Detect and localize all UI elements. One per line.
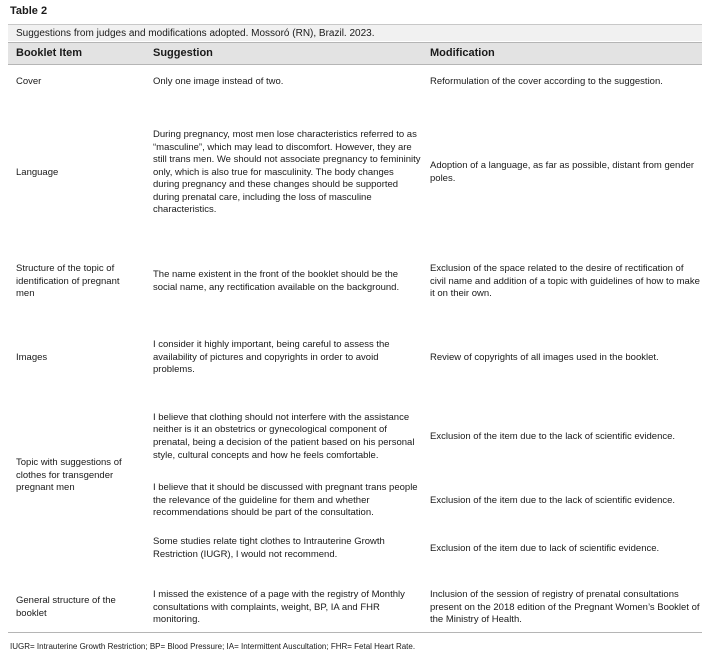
table-row-clothes-suggestion-3: Some studies relate tight clothes to Intrauterine Growth Restriction (IUGR), I would not recommend. — [153, 536, 385, 560]
table-row-language-suggestion: During pregnancy, most men lose characteristics referred to as “masculine”, which may lead to discomfort. However, they are still trans men. We should not associate pregnancy to femininity only, which is also true for masculinity. The body changes during pregnancy and these changes should be supported during prenatal care, including the loss of masculine characteristics. — [153, 128, 421, 216]
table-row-clothes-modification-1: Exclusion of the item due to the lack of scientific evidence. — [430, 430, 676, 442]
table-row-identification-item: Structure of the topic of identification of pregnant men — [16, 263, 120, 300]
table-row-cover-item: Cover — [16, 75, 42, 87]
table-row-identification-suggestion: The name existent in the front of the booklet should be the social name, any rectification available on the background. — [153, 269, 400, 293]
table-row-clothes-suggestion-1: I believe that clothing should not interfere with the assistance neither is it an obstetrics or gynecological component of prenatal, being a decision of the patient based on his personal style, cultural concepts and how he feels comfortable. — [153, 411, 415, 461]
table-row-general-structure-suggestion: I missed the existence of a page with the registry of Monthly consultations with complaints, weight, BP, IA and FHR monitoring. — [153, 589, 405, 626]
table-row-clothes-suggestion-2: I believe that it should be discussed with pregnant trans people the relevance of the guideline for them and whether recommendations should be part of the consultation. — [153, 482, 418, 519]
table-row-identification-modification: Exclusion of the space related to the desire of rectification of civil name and addition of a topic with guidelines of how to make it on their own. — [430, 263, 700, 300]
table-row-general-structure-modification: Inclusion of the session of registry of prenatal consultations present on the 2018 edition of the Pregnant Women’s Booklet of the Ministry of Health. — [430, 589, 700, 626]
table-bottom-rule — [8, 632, 702, 633]
table-row-images-suggestion: I consider it highly important, being careful to assess the availability of pictures and copyrights in order to avoid problems. — [153, 339, 390, 376]
table-row-cover-modification: Reformulation of the cover according to the suggestion. — [430, 75, 663, 87]
table-label: Table 2 — [10, 5, 48, 17]
column-header-modification: Modification — [430, 47, 495, 59]
table-row-general-structure-item: General structure of the booklet — [16, 595, 116, 619]
table-row-images-modification: Review of copyrights of all images used in the booklet. — [430, 351, 659, 363]
table-row-language-item: Language — [16, 166, 59, 178]
table-row-cover-suggestion: Only one image instead of two. — [153, 75, 284, 87]
column-header-suggestion: Suggestion — [153, 47, 213, 59]
table-row-clothes-modification-3: Exclusion of the item due to lack of scientific evidence. — [430, 542, 660, 554]
table-row-clothes-modification-2: Exclusion of the item due to the lack of scientific evidence. — [430, 494, 676, 506]
table-footnote: IUGR= Intrauterine Growth Restriction; BP= Blood Pressure; IA= Intermittent Auscultation; FHR= Fetal Heart Rate. — [10, 642, 416, 651]
column-header-booklet-item: Booklet Item — [16, 47, 83, 59]
table-row-language-modification: Adoption of a language, as far as possible, distant from gender poles. — [430, 160, 695, 184]
table-header-row — [8, 42, 702, 65]
table-row-clothes-item: Topic with suggestions of clothes for transgender pregnant men — [16, 457, 122, 494]
table-caption: Suggestions from judges and modifications adopted. Mossoró (RN), Brazil. 2023. — [8, 24, 702, 41]
table-row-images-item: Images — [16, 351, 48, 363]
